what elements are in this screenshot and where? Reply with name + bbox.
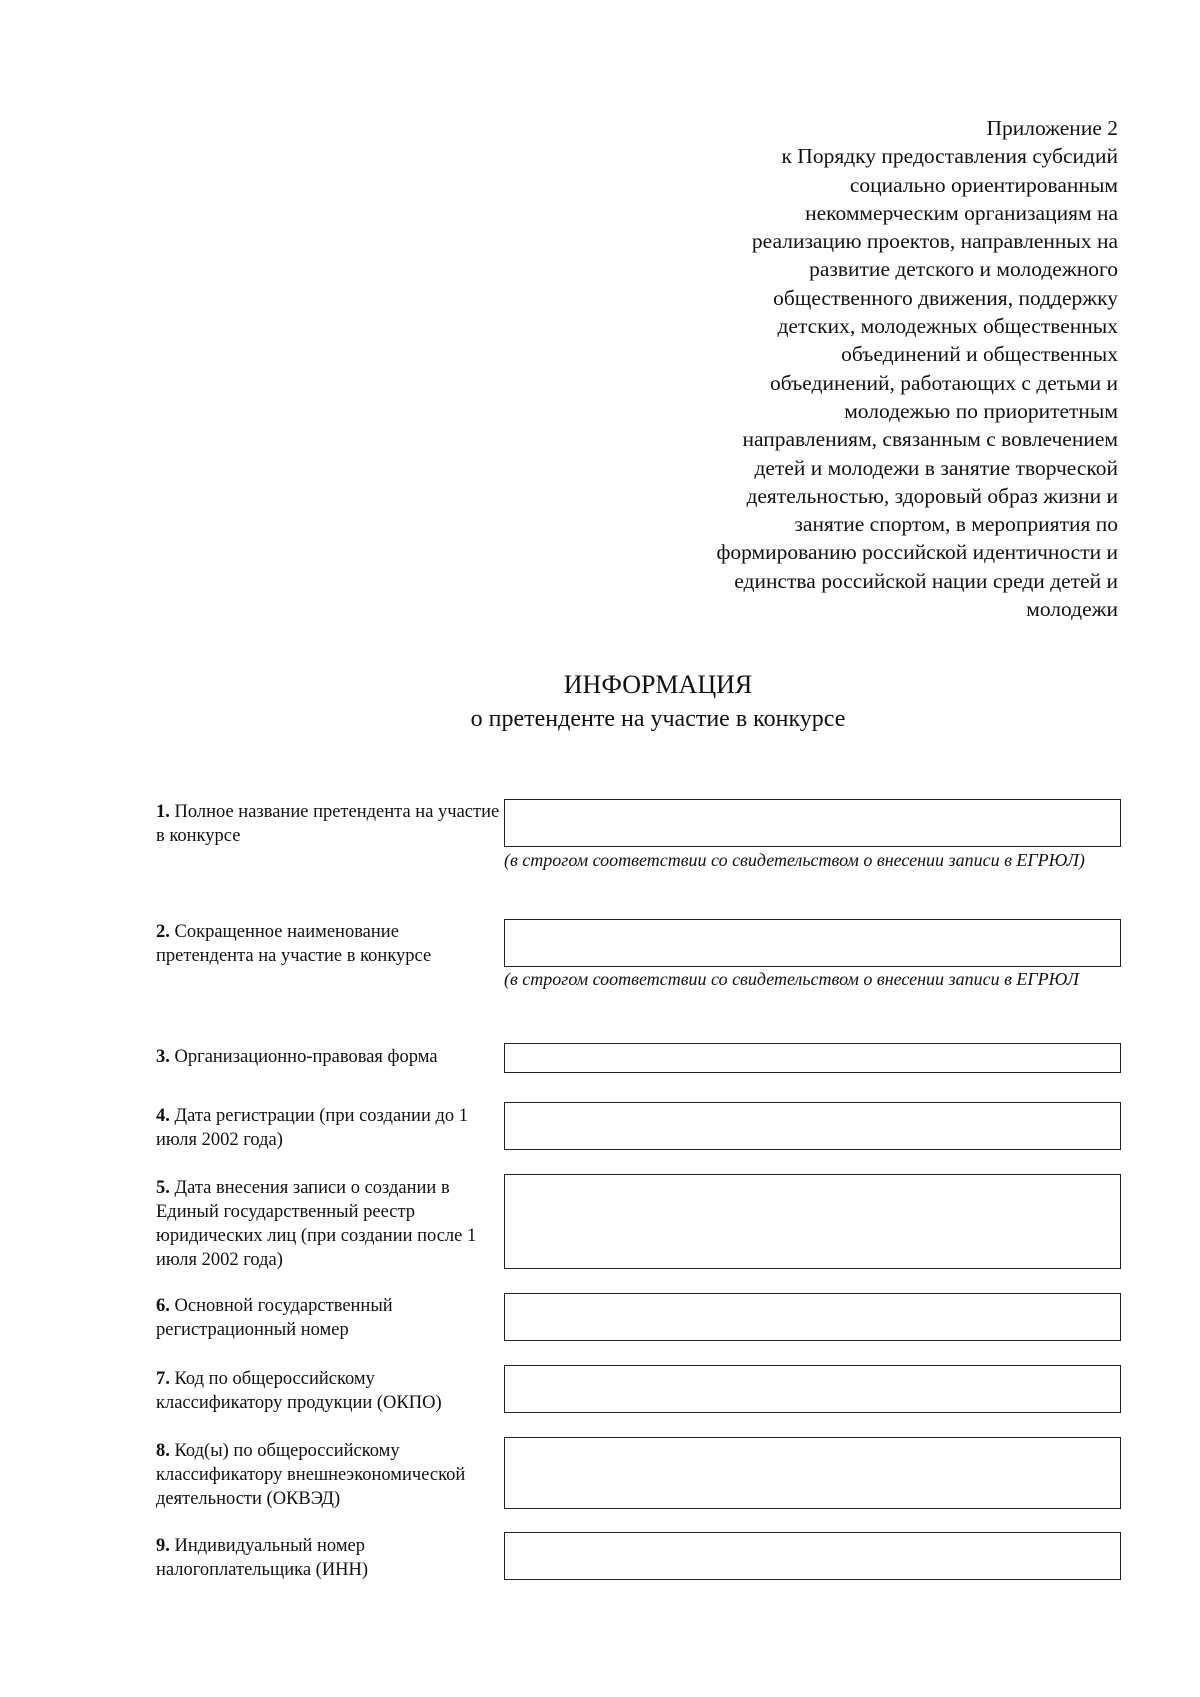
field-label-text: Основной государственный регистрационный номер	[156, 1296, 393, 1340]
field-number: 5.	[156, 1178, 170, 1198]
registration-date-field[interactable]	[504, 1102, 1121, 1150]
appendix-line: деятельностью, здоровый образ жизни и	[746, 483, 1118, 508]
okpo-field[interactable]	[504, 1365, 1121, 1413]
field-label	[156, 1367, 501, 1415]
field-label	[156, 920, 501, 968]
appendix-block	[648, 114, 1118, 623]
appendix-line: объединений и общественных	[841, 342, 1118, 367]
field-number: 8.	[156, 1441, 170, 1461]
appendix-line: детей и молодежи в занятие творческой	[754, 455, 1118, 480]
field-label-text: Код по общероссийскому классификатору продукции (ОКПО)	[156, 1369, 442, 1413]
field-label	[156, 1176, 501, 1272]
field-label-text: Дата регистрации (при создании до 1 июля 2002 года)	[156, 1106, 469, 1150]
appendix-line: Приложение 2	[986, 116, 1118, 140]
field-label	[156, 1294, 501, 1342]
field-label	[156, 1534, 501, 1582]
field-number: 9.	[156, 1536, 170, 1556]
document-title: ИНФОРМАЦИЯ	[563, 670, 753, 699]
field-label-text: Дата внесения записи о создании в Единый государственный реестр юридических лиц (при создании после 1 июля 2002 года)	[156, 1178, 477, 1270]
appendix-line: объединений, работающих с детьми и	[769, 370, 1118, 395]
field-number: 3.	[156, 1047, 170, 1067]
appendix-line: развитие детского и молодежного	[809, 257, 1118, 282]
short-name-field[interactable]	[504, 919, 1121, 967]
appendix-line: некоммерческим организациям на	[805, 200, 1118, 225]
appendix-line: реализацию проектов, направленных на	[751, 229, 1118, 254]
field-number: 7.	[156, 1369, 170, 1389]
field-label-text: Индивидуальный номер налогоплательщика (ИНН)	[156, 1536, 369, 1580]
appendix-line: детских, молодежных общественных	[777, 314, 1118, 339]
field-label	[156, 800, 501, 848]
egrul-date-field[interactable]	[504, 1174, 1121, 1269]
legal-form-field[interactable]	[504, 1043, 1121, 1073]
appendix-line: молодежи	[1026, 597, 1118, 622]
field-hint: (в строгом соответствии со свидетельством о внесении записи в ЕГРЮЛ	[504, 969, 1079, 989]
appendix-line: к Порядку предоставления субсидий	[781, 144, 1118, 169]
appendix-line: общественного движения, поддержку	[773, 285, 1118, 310]
appendix-line: единства российской нации среди детей и	[734, 568, 1118, 593]
ogrn-field[interactable]	[504, 1293, 1121, 1341]
full-name-field[interactable]	[504, 799, 1121, 847]
field-label-text: Полное название претендента на участие в конкурсе	[156, 802, 500, 846]
appendix-line: социально ориентированным	[849, 172, 1118, 197]
field-hint: (в строгом соответствии со свидетельством о внесении записи в ЕГРЮЛ)	[504, 850, 1085, 870]
document-subtitle: о претенденте на участие в конкурсе	[470, 706, 846, 732]
field-number: 2.	[156, 922, 170, 942]
inn-field[interactable]	[504, 1532, 1121, 1580]
field-number: 6.	[156, 1296, 170, 1316]
okved-field[interactable]	[504, 1437, 1121, 1509]
field-label-text: Код(ы) по общероссийскому классификатору внешнеэкономической деятельности (ОКВЭД)	[156, 1441, 466, 1509]
field-label	[156, 1439, 501, 1511]
field-label-text: Организационно-правовая форма	[174, 1047, 438, 1067]
field-number: 4.	[156, 1106, 170, 1126]
appendix-line: занятие спортом, в мероприятия по	[794, 512, 1118, 537]
appendix-line: молодежью по приоритетным	[844, 398, 1118, 423]
appendix-line: направлениям, связанным с вовлечением	[742, 427, 1118, 452]
field-number: 1.	[156, 802, 170, 822]
field-label-text: Сокращенное наименование претендента на участие в конкурсе	[156, 922, 432, 966]
field-label	[156, 1104, 501, 1152]
appendix-line: формированию российской идентичности и	[716, 540, 1118, 565]
field-label	[156, 1045, 501, 1069]
